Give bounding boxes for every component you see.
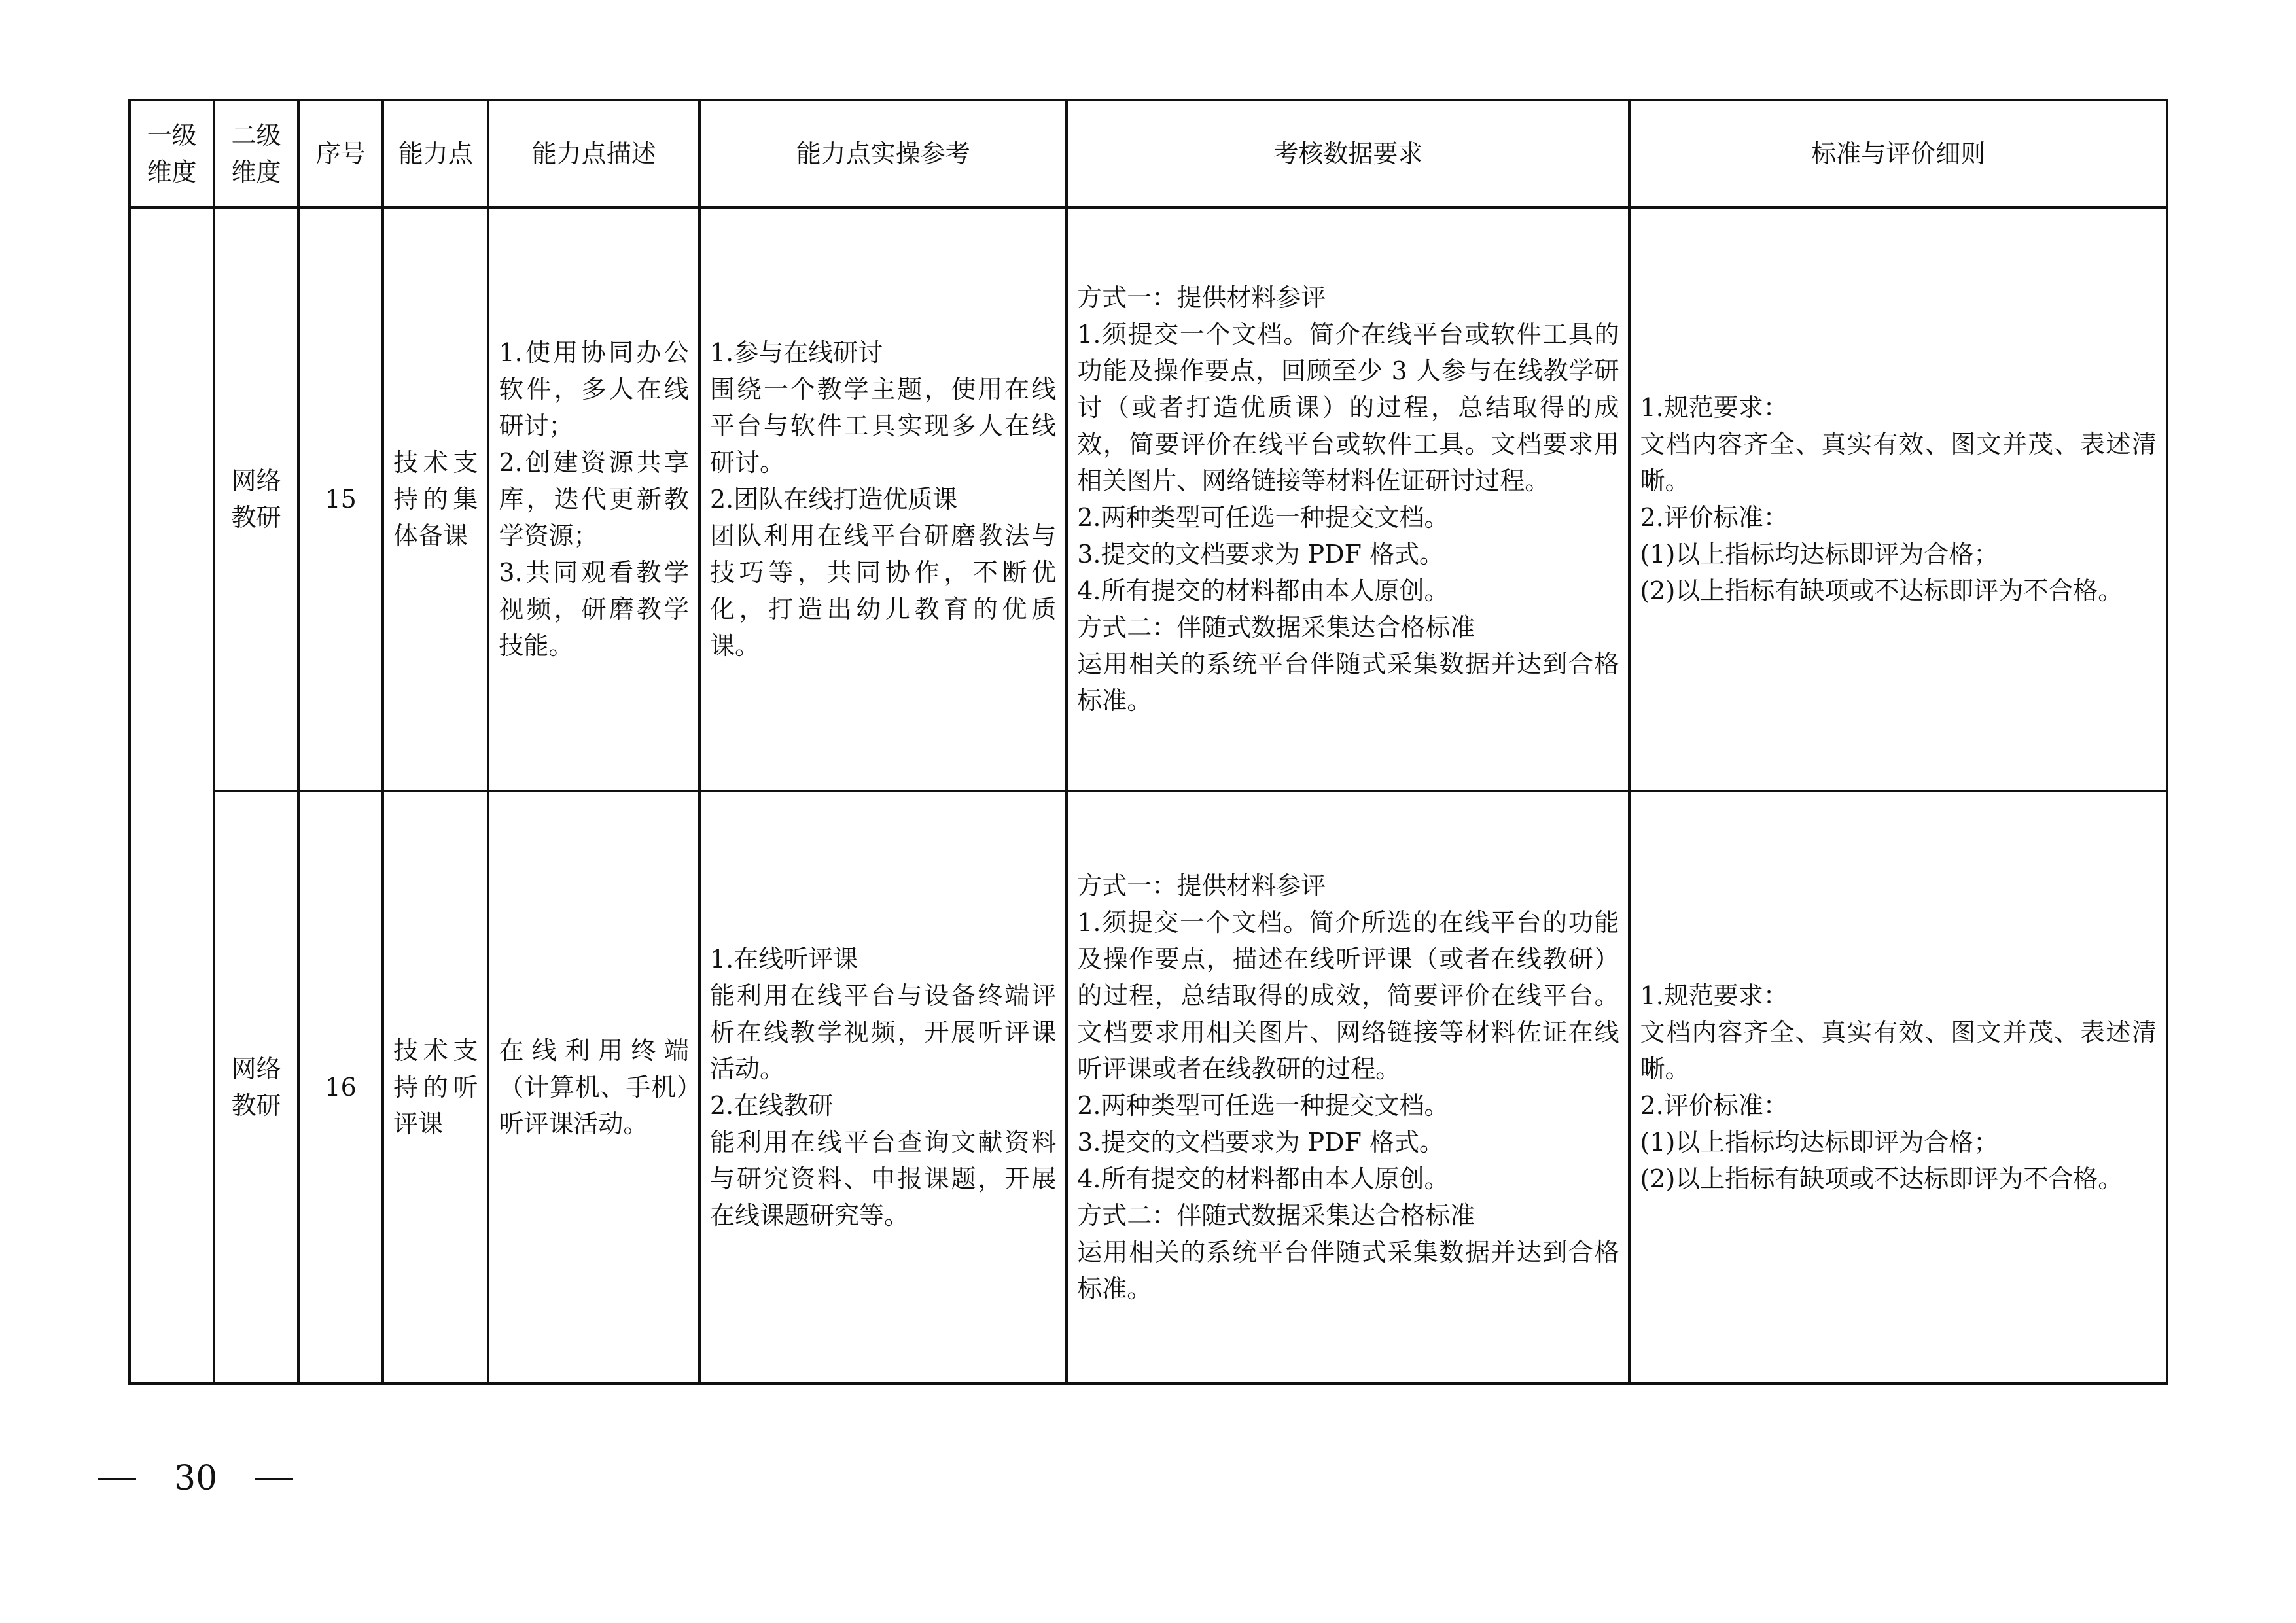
description-cell: 1.使用协同办公软件，多人在线研讨； 2.创建资源共享库，迭代更新教学资源； 3.共同观看教学视频，研磨教学技能。	[488, 207, 699, 791]
table-row	[130, 207, 2167, 791]
requirements-cell: 方式一：提供材料参评 1.须提交一个文档。简介在线平台或软件工具的功能及操作要点，回顾至少 3 人参与在线教学研讨（或者打造优质课）的过程，总结取得的成效，简要评价在线平台或软件工具。文档要求用相关图片、网络链接等材料佐证研讨过程。 2.两种类型可任选一种提交文档。 3.提交的文档要求为 PDF 格式。 4.所有提交的材料都由本人原创。 方式二：伴随式数据采集达合格标准 运用相关的系统平台伴随式采集数据并达到合格标准。	[1067, 207, 1629, 791]
reference-cell: 1.在线听评课 能利用在线平台与设备终端评析在线教学视频，开展听评课活动。 2.在线教研 能利用在线平台查询文献资料与研究资料、申报课题，开展在线课题研究等。	[699, 791, 1067, 1384]
level2-cell: 网络 教研	[214, 791, 298, 1384]
ability-cell: 技术支持的听评课	[383, 791, 488, 1384]
header-level1: 一级 维度	[130, 100, 214, 207]
assessment-table	[128, 99, 2168, 1385]
header-requirements: 考核数据要求	[1067, 100, 1629, 207]
header-ability: 能力点	[383, 100, 488, 207]
requirements-cell: 方式一：提供材料参评 1.须提交一个文档。简介所选的在线平台的功能及操作要点，描述在线听评课（或者在线教研）的过程，总结取得的成效，简要评价在线平台。文档要求用相关图片、网络链接等材料佐证在线听评课或者在线教研的过程。 2.两种类型可任选一种提交文档。 3.提交的文档要求为 PDF 格式。 4.所有提交的材料都由本人原创。 方式二：伴随式数据采集达合格标准 运用相关的系统平台伴随式采集数据并达到合格标准。	[1067, 791, 1629, 1384]
table-header-row	[130, 100, 2167, 207]
reference-cell: 1.参与在线研讨 围绕一个教学主题，使用在线平台与软件工具实现多人在线研讨。 2.团队在线打造优质课 团队利用在线平台研磨教法与技巧等，共同协作，不断优化，打造出幼儿教育的优质课。	[699, 207, 1067, 791]
number-cell: 16	[298, 791, 383, 1384]
page-footer	[98, 1459, 293, 1498]
header-description: 能力点描述	[488, 100, 699, 207]
footer-dash-left	[98, 1478, 136, 1480]
standards-cell: 1.规范要求： 文档内容齐全、真实有效、图文并茂、表述清晰。 2.评价标准： (1)以上指标均达标即评为合格； (2)以上指标有缺项或不达标即评为不合格。	[1629, 207, 2167, 791]
footer-dash-right	[255, 1478, 293, 1480]
header-number: 序号	[298, 100, 383, 207]
header-reference: 能力点实操参考	[699, 100, 1067, 207]
description-cell: 在线利用终端（计算机、手机）听评课活动。	[488, 791, 699, 1384]
level2-cell: 网络 教研	[214, 207, 298, 791]
header-standards: 标准与评价细则	[1629, 100, 2167, 207]
level1-cell	[130, 207, 214, 1384]
table-row	[130, 791, 2167, 1384]
number-cell: 15	[298, 207, 383, 791]
ability-cell: 技术支持的集体备课	[383, 207, 488, 791]
standards-cell: 1.规范要求： 文档内容齐全、真实有效、图文并茂、表述清晰。 2.评价标准： (1)以上指标均达标即评为合格； (2)以上指标有缺项或不达标即评为不合格。	[1629, 791, 2167, 1384]
page-number: 30	[174, 1459, 218, 1498]
header-level2: 二级 维度	[214, 100, 298, 207]
